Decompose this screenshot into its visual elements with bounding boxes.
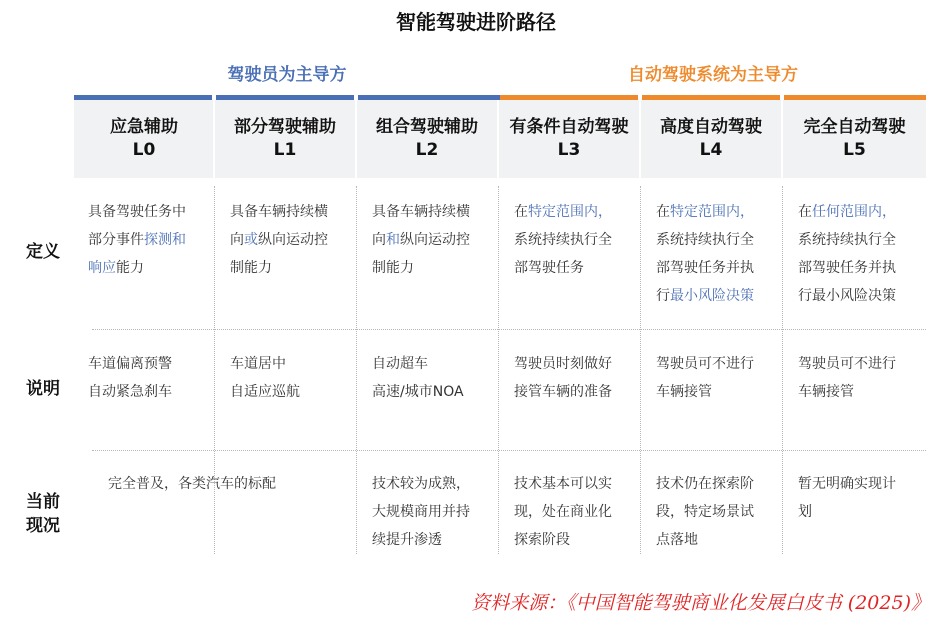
page-title: 智能驾驶进阶路径 xyxy=(396,10,556,34)
column-divider xyxy=(356,186,357,554)
column-divider xyxy=(498,186,499,554)
level-name: 部分驾驶辅助 xyxy=(234,117,336,137)
column-divider xyxy=(214,186,215,554)
level-name: 应急辅助 xyxy=(110,117,178,137)
source-note: 资料来源：《中国智能驾驶商业化发展白皮书 (2025)》 xyxy=(471,592,930,614)
level-name: 高度自动驾驶 xyxy=(660,117,762,137)
definition-l1: 具备车辆持续横 向或纵向运动控 制能力 xyxy=(230,204,328,276)
header-l4 xyxy=(641,100,781,178)
column-divider xyxy=(640,186,641,554)
header-l1 xyxy=(215,100,355,178)
level-code: L4 xyxy=(699,140,723,160)
definition-l2: 具备车辆持续横 向和纵向运动控 制能力 xyxy=(372,204,470,276)
level-code: L2 xyxy=(415,140,439,160)
row-label-description: 说明 xyxy=(26,379,60,399)
definition-l5: 在任何范围内， 系统持续执行全 部驾驶任务并执 行最小风险决策 xyxy=(798,204,896,304)
row-divider xyxy=(92,329,926,330)
status-l2: 技术较为成熟， 大规模商用并持 续提升渗透 xyxy=(372,476,470,548)
description-l5: 驾驶员可不进行 车辆接管 xyxy=(798,356,896,400)
level-code: L0 xyxy=(132,140,156,160)
level-code: L3 xyxy=(557,140,581,160)
column-divider xyxy=(782,186,783,554)
level-name: 完全自动驾驶 xyxy=(803,117,906,137)
status-l3: 技术基本可以实 现，处在商业化 探索阶段 xyxy=(514,476,612,548)
description-l3: 驾驶员时刻做好 接管车辆的准备 xyxy=(514,356,612,400)
header-l2 xyxy=(357,100,497,178)
row-label-status: 当前现况 xyxy=(26,492,60,536)
description-l0: 车道偏离预警 自动紧急刹车 xyxy=(88,356,172,400)
description-l4: 驾驶员可不进行 车辆接管 xyxy=(656,356,754,400)
status-l5: 暂无明确实现计 划 xyxy=(798,476,896,520)
status-l0-l1: 完全普及，各类汽车的标配 xyxy=(108,476,276,492)
header-l3 xyxy=(499,100,639,178)
header-l0 xyxy=(74,100,214,178)
definition-l0: 具备驾驶任务中 部分事件探测和 响应能力 xyxy=(88,204,186,276)
level-code: L5 xyxy=(843,140,866,160)
status-l4: 技术仍在探索阶 段，特定场景试 点落地 xyxy=(656,476,754,548)
group-label-driver-led: 驾驶员为主导方 xyxy=(227,65,347,85)
description-l2: 自动超车 高速/城市NOA xyxy=(372,356,464,400)
row-divider xyxy=(92,450,926,451)
definition-l4: 在特定范围内， 系统持续执行全 部驾驶任务并执 行最小风险决策 xyxy=(656,204,754,304)
level-name: 组合驾驶辅助 xyxy=(376,117,478,137)
description-l1: 车道居中 自适应巡航 xyxy=(230,356,300,400)
level-name: 有条件自动驾驶 xyxy=(509,117,629,137)
row-label-definition: 定义 xyxy=(26,242,60,262)
level-code: L1 xyxy=(273,140,297,160)
group-label-system-led: 自动驾驶系统为主导方 xyxy=(628,65,798,85)
header-l5 xyxy=(783,100,926,178)
definition-l3: 在特定范围内， 系统持续执行全 部驾驶任务 xyxy=(514,204,612,276)
